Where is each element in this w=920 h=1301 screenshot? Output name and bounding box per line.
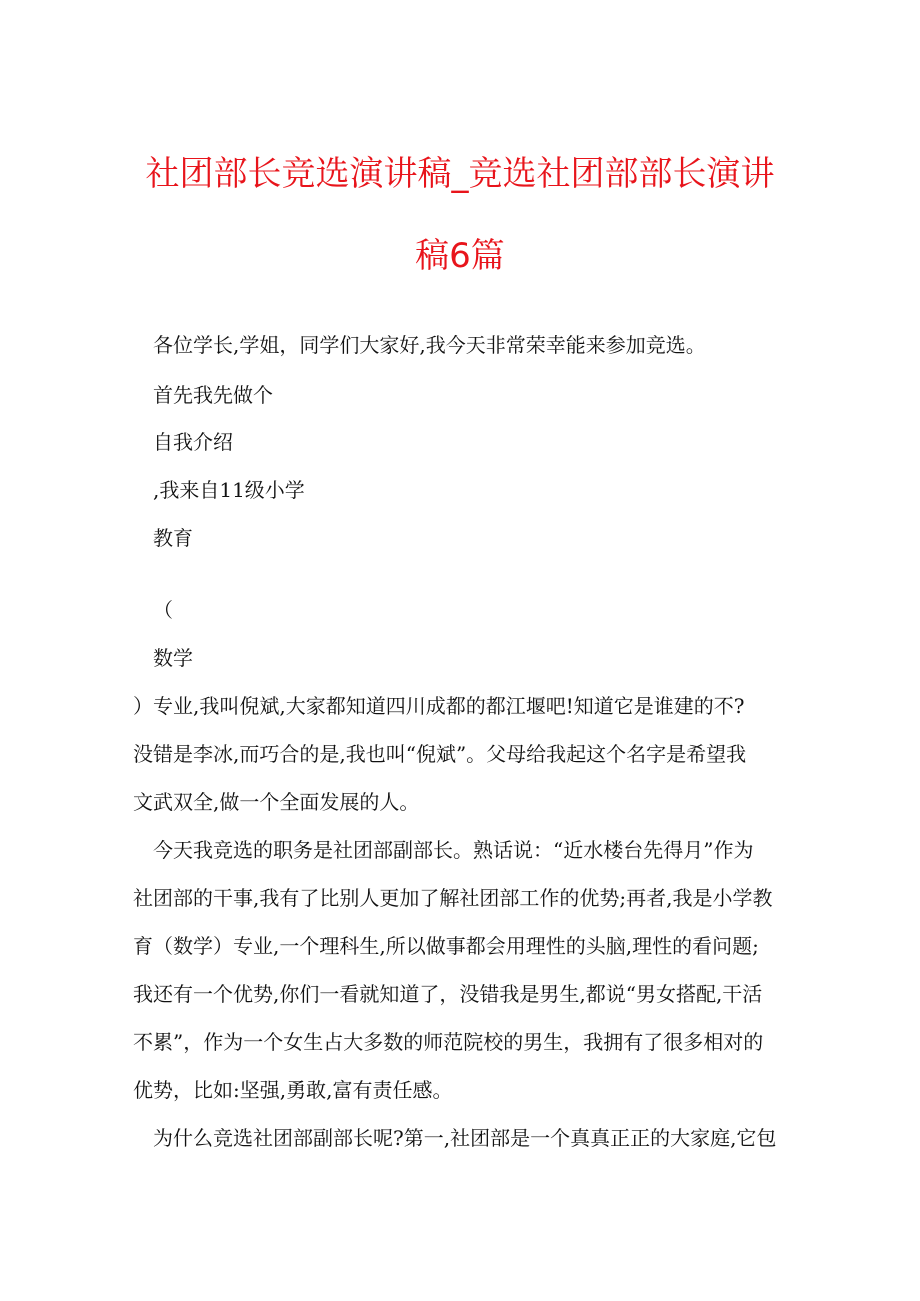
paragraph-line: 没错是李冰,而巧合的是,我也叫“倪斌”。父母给我起这个名字是希望我	[133, 742, 747, 766]
paragraph-line: 首先我先做个	[153, 383, 273, 407]
paragraph-line: 社团部的干事,我有了比别人更加了解社团部工作的优势;再者,我是小学教	[133, 886, 773, 910]
paragraph-line: 文武双全,做一个全面发展的人。	[133, 790, 420, 814]
paragraph-line: 育（数学）专业,一个理科生,所以做事都会用理性的头脑,理性的看问题;	[133, 934, 759, 958]
paragraph-line: 不累”，作为一个女生占大多数的师范院校的男生，我拥有了很多相对的	[133, 1030, 764, 1054]
paragraph-line: （	[153, 598, 173, 622]
paragraph-line: ,我来自11级小学	[153, 478, 305, 502]
paragraph-line: 自我介绍	[153, 430, 233, 454]
document-title-line-1: 社团部长竞选演讲稿_竞选社团部部长演讲	[145, 154, 775, 194]
paragraph-line: 我还有一个优势,你们一看就知道了，没错我是男生,都说“男女搭配,干活	[133, 982, 763, 1006]
paragraph-line: 各位学长,学姐，同学们大家好,我今天非常荣幸能来参加竞选。	[153, 333, 706, 357]
paragraph-line: 教育	[153, 526, 193, 550]
paragraph-line: 为什么竞选社团部副部长呢?第一,社团部是一个真真正正的大家庭,它包	[153, 1126, 777, 1150]
paragraph-line: ）专业,我叫倪斌,大家都知道四川成都的都江堰吧!知道它是谁建的不?	[133, 694, 745, 718]
paragraph-line: 优势，比如:坚强,勇敢,富有责任感。	[133, 1078, 453, 1102]
paragraph-line: 今天我竞选的职务是社团部副部长。熟话说：“近水楼台先得月”作为	[153, 838, 754, 862]
paragraph-line: 数学	[153, 646, 193, 670]
document-title-line-2: 稿6篇	[415, 236, 505, 276]
